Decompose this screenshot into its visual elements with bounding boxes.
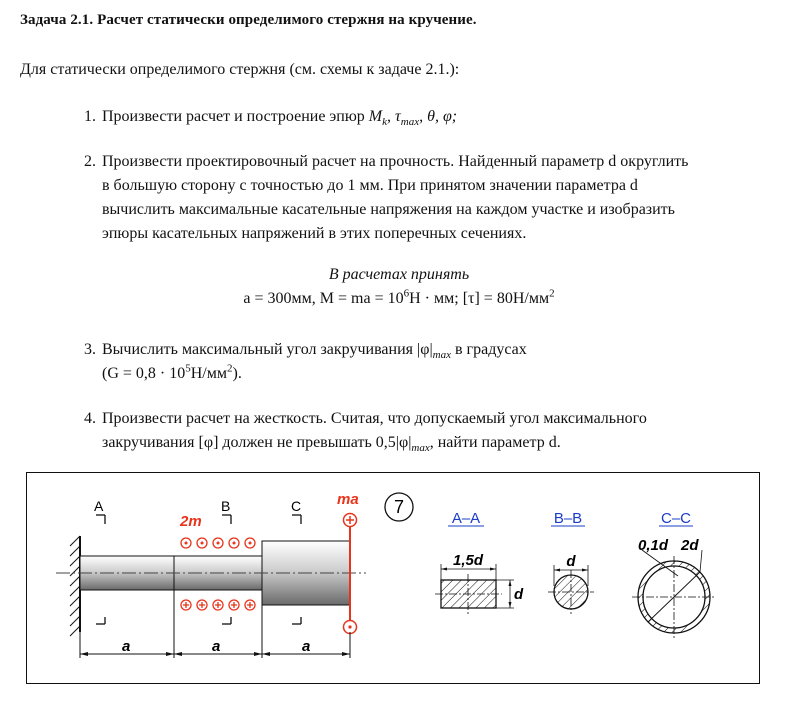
dim-label-2d: 2d xyxy=(681,537,699,554)
section-a-label-top: A xyxy=(94,498,104,514)
section-cc-shape xyxy=(632,550,716,638)
section-bb-shape xyxy=(548,565,594,614)
section-aa-shape xyxy=(435,564,514,614)
dim-label-15d: 1,5d xyxy=(452,552,484,569)
item-text: Произвести расчет на жесткость. Считая, что допускаемый угол максимального закручивания [φ] должен не превышать $0,5|\varphi|_{max}$, найти параметр d. xyxy=(102,410,647,455)
section-title-bb: B–B xyxy=(553,510,583,527)
scheme-number: 7 xyxy=(393,497,405,517)
fixed-support xyxy=(70,536,80,636)
item-text: Произвести проектировочный расчет на прочность. Найденный параметр d округлить в большую сторону с точностью до 1 мм. При принятом значении параметра d вычислить максимальные касательные напряжения на каждом участке и изобразить эпюры касательных напряжений в этих поперечных сечениях. xyxy=(102,153,689,242)
section-title-aa: A–A xyxy=(451,510,481,527)
task-title: Задача 2.1. Расчет статически определимого стержня на кручение. xyxy=(20,12,477,28)
task-intro: Для статически определимого стержня (см. схемы к задаче 2.1.): xyxy=(20,61,460,78)
section-marks-bottom xyxy=(96,617,301,624)
dim-label-01d: 0,1d xyxy=(638,537,669,554)
span-label-3: a xyxy=(302,638,311,655)
span-label-2: a xyxy=(212,638,221,655)
section-b-label-top: B xyxy=(221,498,231,514)
item-number: 2. xyxy=(84,153,96,170)
section-c-label-top: C xyxy=(291,498,302,514)
item-number: 4. xyxy=(84,410,96,427)
dim-label-d-bb: d xyxy=(566,553,576,570)
moment-2m-label: 2m xyxy=(180,513,202,530)
item-number: 1. xyxy=(84,108,96,125)
formula-line: a = 300мм, M = ma = $10^6Н$ · мм; $[\tau] = 80Н/мм^2$ xyxy=(243,287,555,307)
moment-ma-label: ma xyxy=(337,491,359,508)
span-label-1: a xyxy=(122,638,131,655)
dim-label-d-aa: d xyxy=(514,586,524,603)
item-text: Произвести расчет и построение эпюр $M_k$, $\tau_{max}$, θ, φ; xyxy=(102,108,458,129)
item-number: 3. xyxy=(84,341,96,358)
formula-heading: В расчетах принять xyxy=(328,266,470,283)
shaft-scheme-figure xyxy=(26,472,760,684)
item-text: Вычислить максимальный угол закручивания $|\varphi|_{max}$ в градусах $(G = 0,8 \cdot 10^5Н/мм^2)$. xyxy=(102,341,527,382)
section-title-cc: C–C xyxy=(660,510,692,527)
distributed-moment-bottom-row xyxy=(181,600,255,610)
